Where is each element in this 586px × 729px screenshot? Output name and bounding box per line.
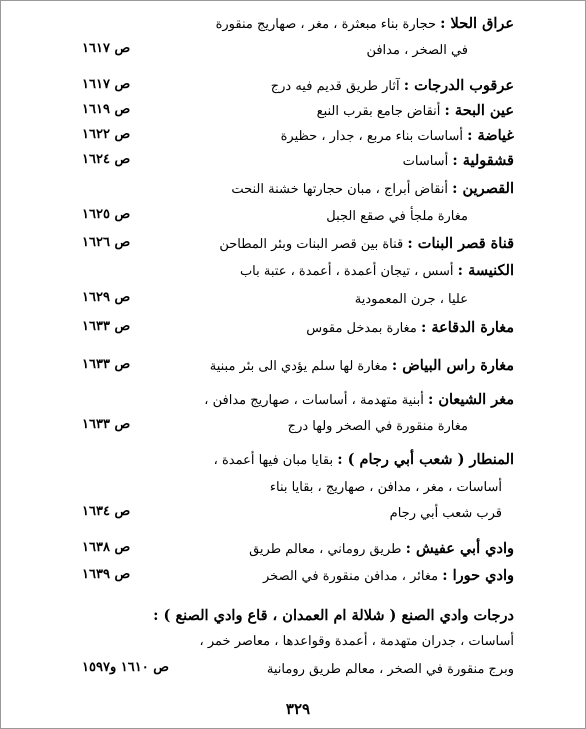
entry-term: مغارة الدقاعة : xyxy=(420,319,514,336)
entry-term: قشقولية : xyxy=(452,152,514,169)
entry-term: عرقوب الدرجات : xyxy=(403,77,514,94)
page-number: ٣٢٩ xyxy=(285,700,311,718)
entry-description: في الصخر ، مدافن xyxy=(366,43,468,58)
entry-line xyxy=(82,474,514,498)
entry-description: أبنية متهدمة ، أساسات ، صهاريج مدافن ، xyxy=(204,393,428,408)
entry-description: أسس ، تيجان أعمدة ، أعمدة ، عتبة باب xyxy=(239,264,458,279)
page-reference: ص ١٦١٧ xyxy=(82,41,131,56)
entry-term: مغر الشيعان : xyxy=(427,391,514,408)
entry-description: أنقاض أبراج ، مبان حجارتها خشنة النحت xyxy=(231,182,453,197)
entry-line xyxy=(82,315,514,339)
entry-line xyxy=(82,231,514,255)
entry-line xyxy=(82,353,514,377)
entry-line xyxy=(82,387,514,411)
entry-description: مغارة ملجأ في صقع الجبل xyxy=(326,209,468,224)
entry-description: قرب شعب أبي رجام xyxy=(389,506,502,521)
page-reference: ص ١٦٣٤ xyxy=(82,504,131,519)
document-page xyxy=(82,0,514,729)
entry-line xyxy=(82,37,514,61)
entry-line xyxy=(82,73,514,97)
entry-description: طريق روماني ، معالم طريق xyxy=(249,542,406,557)
entry-line xyxy=(82,176,514,200)
entry-term: وادي حورا : xyxy=(442,567,514,584)
entry-line xyxy=(82,11,514,35)
entry-description: حجارة بناء مبعثرة ، مغر ، صهاريج منقورة xyxy=(215,17,441,32)
entry-line xyxy=(82,203,514,227)
entry-description: قناة بين قصر البنات وبئر المطاحن xyxy=(219,237,408,252)
page-reference: ص ١٦٢٢ xyxy=(82,127,131,142)
entry-line xyxy=(82,98,514,122)
entry-description: مغارة لها سلم يؤدي الى بئر مبنية xyxy=(209,359,392,374)
page-reference: ص ١٦٣٨ xyxy=(82,540,131,555)
entry-term: الكنيسة : xyxy=(457,262,514,279)
entry-term: عراق الحلا : xyxy=(440,15,514,32)
page-reference: ص ١٦١٧ xyxy=(82,77,131,92)
entry-description: عليا ، جرن المعمودية xyxy=(354,292,468,307)
entry-description: أساسات ، جدران متهدمة ، أعمدة وقواعدها ، معاصر خمر ، xyxy=(199,634,514,649)
page-reference: ص ١٦٢٦ xyxy=(82,235,131,250)
entry-term: قناة قصر البنات : xyxy=(407,235,514,252)
entry-line xyxy=(82,413,514,437)
page-reference: ص ١٦٢٤ xyxy=(82,152,131,167)
page-reference: ص ١٦١٠ و١٥٩٧ xyxy=(82,660,169,675)
entry-description: مغارة بمدخل مقوس xyxy=(306,321,421,336)
entry-term: عين البحة : xyxy=(444,102,514,119)
entry-line xyxy=(82,123,514,147)
entry-description: مغارة منقورة في الصخر ولها درج xyxy=(287,419,468,434)
entry-description: وبرج منقورة في الصخر ، معالم طريق رومانية xyxy=(266,662,514,677)
entry-term: القصرين : xyxy=(452,180,514,197)
entry-description: أساسات بناء مربع ، جدار ، حظيرة xyxy=(280,129,468,144)
entry-line xyxy=(82,536,514,560)
entry-line xyxy=(82,656,514,680)
entry-line xyxy=(82,603,514,627)
entry-term: مغارة راس البياض : xyxy=(391,357,514,374)
entry-term: غياضة : xyxy=(467,127,514,144)
page-reference: ص ١٦٣٣ xyxy=(82,319,131,334)
entry-description: آثار طريق قديم فيه درج xyxy=(270,79,404,94)
page-reference: ص ١٦١٩ xyxy=(82,102,131,117)
entry-line xyxy=(82,148,514,172)
entry-description: بقايا مبان فيها أعمدة ، xyxy=(213,453,338,468)
entry-line xyxy=(82,500,514,524)
entry-line xyxy=(82,563,514,587)
entry-description: أساسات ، مغر ، مدافن ، صهاريج ، بقايا بناء xyxy=(269,480,502,495)
page-reference: ص ١٦٢٩ xyxy=(82,290,131,305)
page-reference: ص ١٦٣٣ xyxy=(82,417,131,432)
entry-line xyxy=(82,286,514,310)
entry-term: المنطار ( شعب أبي رجام ) : xyxy=(337,451,514,468)
page-reference: ص ١٦٢٥ xyxy=(82,207,131,222)
entry-description: أساسات xyxy=(402,154,453,169)
entry-line xyxy=(82,447,514,471)
page-reference: ص ١٦٣٩ xyxy=(82,567,131,582)
entry-term: وادي أبي عفيش : xyxy=(405,540,514,557)
section-heading: درجات وادي الصنع ( شلالة ام العمدان ، قاع وادي الصنع ) : xyxy=(153,607,514,624)
entry-description: أنقاض جامع بقرب النبع xyxy=(316,104,445,119)
page-reference: ص ١٦٣٣ xyxy=(82,357,131,372)
entry-description: مغائر ، مدافن منقورة في الصخر xyxy=(263,569,443,584)
entry-line xyxy=(82,628,514,652)
entry-line xyxy=(82,258,514,282)
